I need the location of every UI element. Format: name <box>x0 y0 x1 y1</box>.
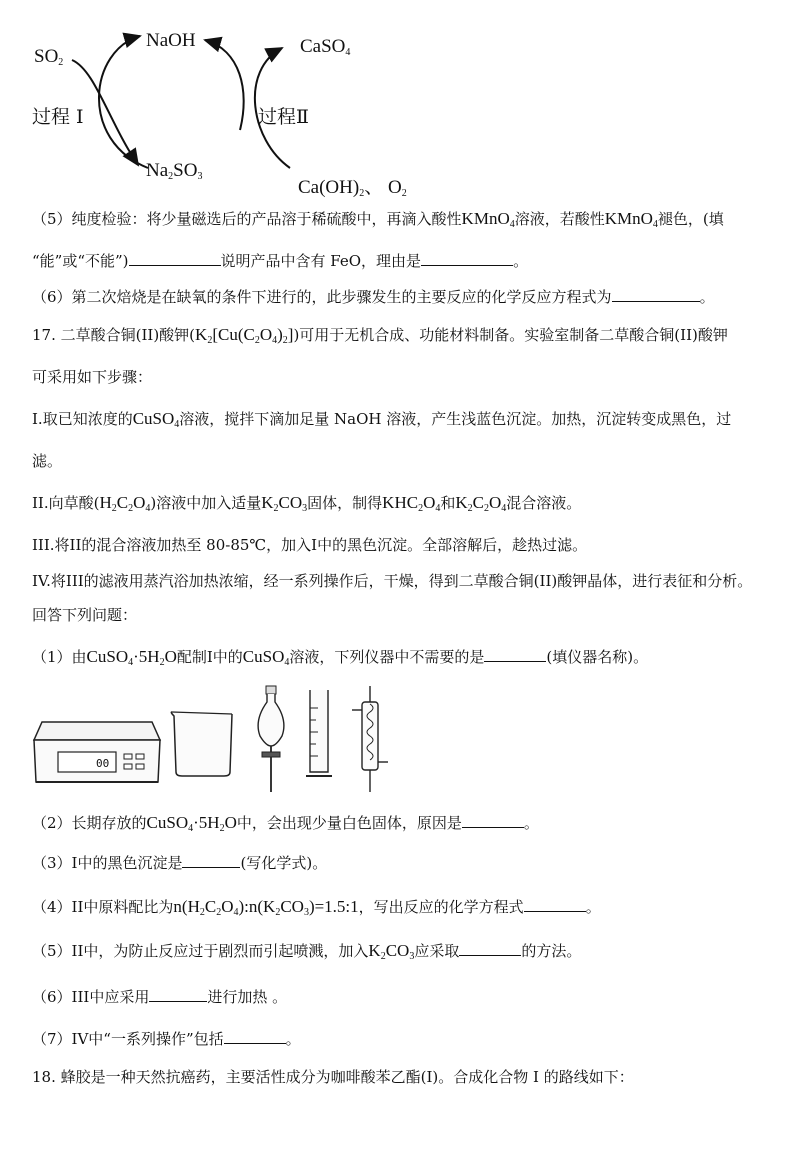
arc-process1 <box>99 36 148 168</box>
label-na2so3: $Na_2SO_3$ <box>146 160 203 182</box>
answer-blank[interactable] <box>149 987 207 1002</box>
q17-sub7: （7）IV中“一系列操作”包括 。 <box>32 1030 301 1048</box>
beaker-icon <box>168 708 238 778</box>
label-caso4: CaSO$_4$ <box>300 36 351 58</box>
q18-intro: 18. 蜂胶是一种天然抗癌药，主要活性成分为咖啡酸苯乙酯(I)。合成化合物 I 的路线如下： <box>32 1068 634 1086</box>
separatory-funnel-icon <box>252 684 292 794</box>
answer-blank[interactable] <box>224 1029 286 1044</box>
q17-sub6: （6）III中应采用 进行加热 。 <box>32 988 288 1006</box>
electronic-balance-icon <box>32 712 162 792</box>
q17-step1-line2: 滤。 <box>32 452 63 470</box>
answer-blank[interactable] <box>612 287 700 302</box>
q17-step2: II.向草酸$(H_2C_2O_4)$溶液中加入适量$K_2CO_3$固体，制得$KHC_2O_4$和$K_2C_2O_4$混合溶液。 <box>32 493 582 514</box>
q17-step3: III.将II的混合溶液加热至 80-85℃，加入I中的黑色沉淀。全部溶解后，趁热过滤。 <box>32 536 588 554</box>
q17-intro-line1: 17. 二草酸合铜(II)酸钾$(K_2[Cu(C_2O_4)_2])$可用于无机合成、功能材料制备。实验室制备二草酸合铜(II)酸钾 <box>32 325 728 346</box>
q17-sub2: （2）长期存放的$CuSO_4\cdot 5H_2O$中，会出现少量白色固体，原因是 。 <box>32 813 539 834</box>
answer-blank[interactable] <box>129 251 221 266</box>
label-naoh: NaOH <box>146 30 196 51</box>
q17-ask: 回答下列问题： <box>32 606 138 624</box>
label-caoh2-o2: $Ca(OH)_2$、 $O_2$ <box>298 177 407 199</box>
q16-part5-line2: “能”或“不能”) 说明产品中含有 FeO，理由是 。 <box>32 252 529 270</box>
arrow-to-naoh <box>205 40 244 130</box>
q17-step4: IV.将III的滤液用蒸汽浴加热浓缩，经一系列操作后，干燥，得到二草酸合铜(II)酸钾晶体，进行表征和分析。 <box>32 572 753 590</box>
q17-sub5: （5）II中，为防止反应过于剧烈而引起喷溅，加入$K_2CO_3$应采取 的方法。 <box>32 941 582 962</box>
answer-blank[interactable] <box>421 251 513 266</box>
condenser-icon <box>350 684 390 794</box>
q17-intro-line2: 可采用如下步骤： <box>32 368 153 386</box>
cycle-arrows <box>0 0 800 200</box>
answer-blank[interactable] <box>484 647 546 662</box>
graduated-cylinder-icon <box>304 688 334 784</box>
answer-blank[interactable] <box>459 941 521 956</box>
label-process-1: 过程 I <box>32 106 84 128</box>
q17-sub4: （4）II中原料配比为$n(H_2C_2O_4):n(K_2CO_3)=1.5:1$，写出反应的化学方程式 。 <box>32 897 601 918</box>
balance-display: 00 <box>96 757 110 770</box>
q17-step1-line1: I.取已知浓度的CuSO$_4$溶液，搅拌下滴加足量 NaOH 溶液，产生浅蓝色沉淀。加热，沉淀转变成黑色，过 <box>32 409 732 430</box>
q16-part5-line1: （5）纯度检验：将少量磁选后的产品溶于稀硫酸中，再滴入酸性KMnO$_4$溶液，若酸性KMnO$_4$褪色，(填 <box>32 209 724 230</box>
answer-blank[interactable] <box>182 853 240 868</box>
answer-blank[interactable] <box>462 813 524 828</box>
q16-part6: （6）第二次焙烧是在缺氧的条件下进行的，此步骤发生的主要反应的化学反应方程式为 。 <box>32 288 715 306</box>
label-so2: $SO_2$ <box>34 46 64 68</box>
label-process-2: 过程Ⅱ <box>258 106 309 128</box>
q17-sub1: （1）由$CuSO_4\cdot 5H_2O$配制I中的CuSO$_4$溶液，下列仪器中不需要的是 (填仪器名称)。 <box>32 647 649 668</box>
q17-sub3: （3）I中的黑色沉淀是 (写化学式)。 <box>32 854 328 872</box>
answer-blank[interactable] <box>524 897 586 912</box>
